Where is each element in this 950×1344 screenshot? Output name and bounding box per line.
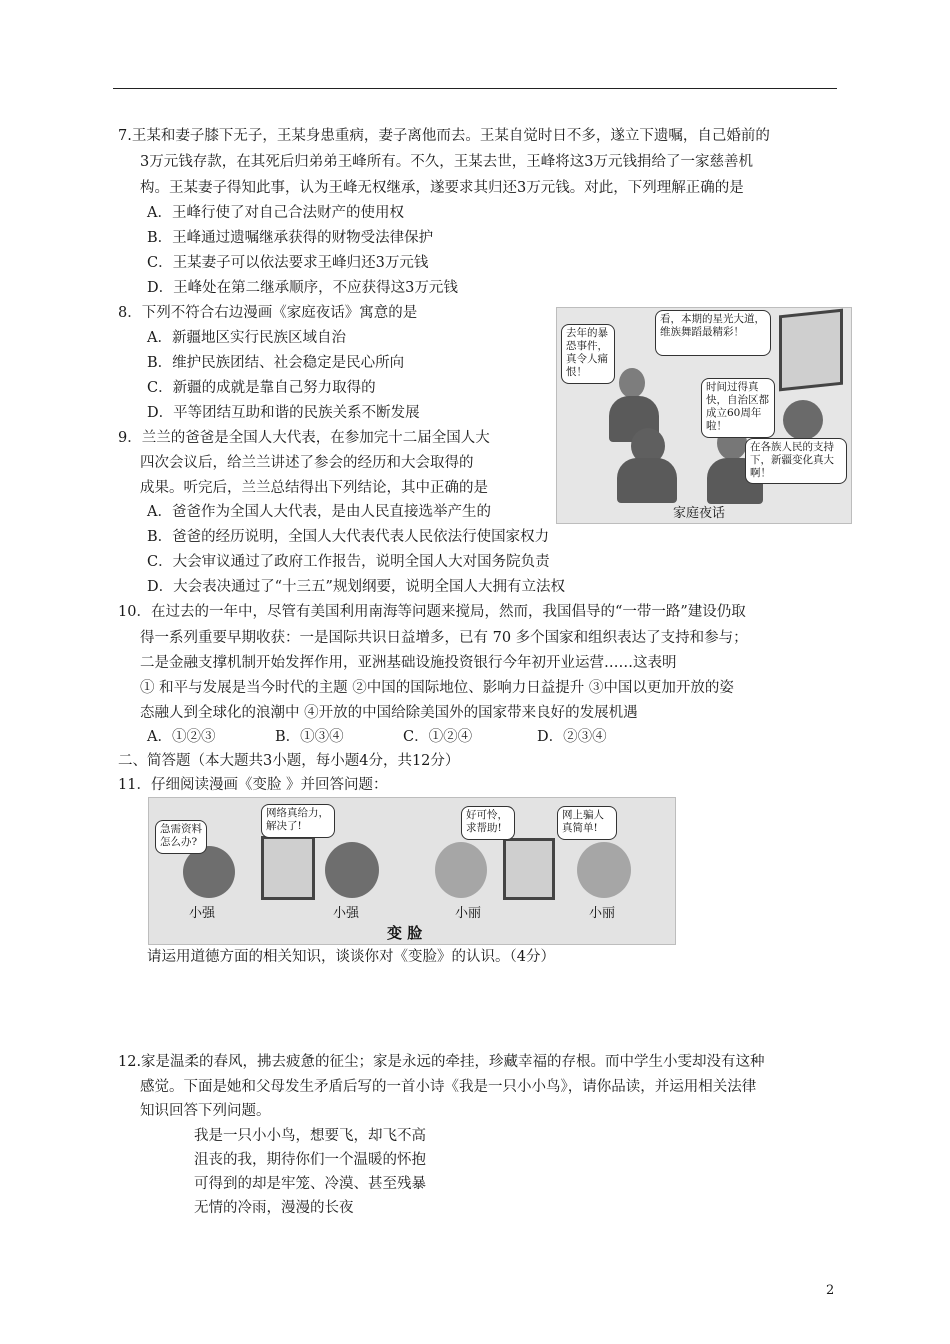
q8-option-d: D．平等团结互助和谐的民族关系不断发展 (147, 405, 420, 421)
q8-stem: 8．下列不符合右边漫画《家庭夜话》寓意的是 (118, 305, 418, 321)
speech-bubble-2: 看，本期的星光大道，维族舞蹈最精彩！ (655, 310, 771, 356)
page-number: 2 (826, 1283, 835, 1298)
cartoon-caption: 家庭夜话 (673, 506, 726, 521)
q9-line-1: 9．兰兰的爸爸是全国人大代表，在参加完十二届全国人大 (118, 430, 490, 446)
speech-bubble-3: 时间过得真快，自治区都成立60周年啦！ (701, 378, 775, 438)
q9-option-c: C．大会审议通过了政府工作报告，说明全国人大对国务院负责 (147, 554, 550, 570)
q8-option-c: C．新疆的成就是靠自己努力取得的 (147, 380, 376, 396)
q10-line-5: 态融人到全球化的浪潮中 ④开放的中国给除美国外的国家带来良好的发展机遇 (140, 705, 638, 721)
cartoon-2-caption: 变 脸 (387, 924, 423, 942)
xiaoli-pitiful-figure (435, 842, 487, 898)
q7-line-1: 7.王某和妻子膝下无子，王某身患重病，妻子离他而去。王某自觉时日不多，遂立下遗嘱，自己婚前的 (118, 128, 770, 144)
q8-option-b: B．维护民族团结、社会稳定是民心所向 (147, 355, 405, 371)
q10-line-1: 10．在过去的一年中，尽管有美国利用南海等问题来搅局，然而，我国倡导的“一带一路”建设仍取 (118, 604, 746, 620)
family-evening-cartoon (556, 307, 852, 524)
header-rule (113, 88, 837, 89)
bubble-urgent-info: 急需资料怎么办? (155, 820, 207, 854)
q11-stem: 11．仔细阅读漫画《变脸 》并回答问题： (118, 777, 388, 793)
q9-line-3: 成果。听完后，兰兰总结得出下列结论，其中正确的是 (140, 480, 488, 496)
grandma-head-figure (783, 400, 823, 440)
name-label-1: 小强 (189, 906, 216, 921)
computer-1 (261, 836, 315, 900)
poem-line-2: 沮丧的我，期待你们一个温暖的怀抱 (194, 1152, 426, 1168)
face-change-cartoon (148, 797, 676, 945)
xiaoli-laughing-figure (577, 842, 631, 898)
q12-line-1: 12.家是温柔的春风，拂去疲惫的征尘；家是永远的牵挂，珍藏幸福的存根。而中学生小雯却没有这种 (118, 1054, 765, 1070)
name-label-3: 小丽 (455, 906, 482, 921)
q9-option-a: A．爸爸作为全国人大代表，是由人民直接选举产生的 (147, 504, 491, 520)
tv-screen (779, 309, 843, 392)
q7-option-b: B．王峰通过遗嘱继承获得的财物受法律保护 (147, 230, 434, 246)
xiaoqiang-happy-figure (325, 842, 379, 898)
poem-line-4: 无情的冷雨，漫漫的长夜 (194, 1200, 354, 1216)
q10-option-d: D．②③④ (537, 729, 607, 745)
q9-option-b: B．爸爸的经历说明，全国人大代表代表人民依法行使国家权力 (147, 529, 550, 545)
section-2-heading: 二、简答题（本大题共3小题，每小题4分，共12分） (118, 753, 460, 769)
bubble-please-help: 好可怜，求帮助! (461, 806, 515, 840)
q10-option-b: B．①③④ (275, 729, 344, 745)
q10-line-3: 二是金融支撑机制开始发挥作用，亚洲基础设施投资银行今年初开业运营……这表明 (140, 655, 677, 671)
q12-line-2: 感觉。下面是她和父母发生矛盾后写的一首小诗《我是一只小小鸟》，请你品读，并运用相关法律 (140, 1079, 757, 1095)
bubble-network-solved: 网络真给力，解决了! (261, 804, 335, 838)
q10-line-4: ① 和平与发展是当今时代的主题 ②中国的国际地位、影响力日益提升 ③中国以更加开放的姿 (140, 680, 734, 696)
q7-option-d: D．王峰处在第二继承顺序，不应获得这3万元钱 (147, 280, 458, 296)
q11-task: 请运用道德方面的相关知识，谈谈你对《变脸》的认识。（4分） (147, 949, 555, 965)
q12-line-3: 知识回答下列问题。 (140, 1103, 271, 1119)
name-label-2: 小强 (333, 906, 360, 921)
q10-option-a: A．①②③ (147, 729, 216, 745)
q9-option-d: D．大会表决通过了“十三五”规划纲要，说明全国人大拥有立法权 (147, 579, 565, 595)
poem-line-3: 可得到的却是牢笼、冷漠、甚至残暴 (194, 1176, 426, 1192)
q8-option-a: A．新疆地区实行民族区域自治 (147, 330, 346, 346)
q10-line-2: 得一系列重要早期收获：一是国际共识日益增多，已有 70 多个国家和组织表达了支持和参与； (140, 630, 748, 646)
speech-bubble-4: 在各族人民的支持下，新疆变化真大啊！ (745, 438, 847, 484)
q10-option-c: C．①②④ (403, 729, 473, 745)
mother-body-figure (617, 458, 677, 503)
poem-line-1: 我是一只小小鸟，想要飞，却飞不高 (194, 1128, 426, 1144)
bubble-easy-to-cheat: 网上骗人真简单! (557, 806, 617, 840)
q7-option-a: A．王峰行使了对自己合法财产的使用权 (147, 205, 404, 221)
father-head-figure (619, 368, 645, 398)
q7-line-2: 3万元钱存款，在其死后归弟弟王峰所有。不久，王某去世，王峰将这3万元钱捐给了一家慈善机 (140, 154, 753, 170)
computer-2 (503, 838, 555, 900)
q7-line-3: 构。王某妻子得知此事，认为王峰无权继承，遂要求其归还3万元钱。对此，下列理解正确的是 (140, 180, 744, 196)
q9-line-2: 四次会议后，给兰兰讲述了参会的经历和大会取得的 (140, 455, 474, 471)
speech-bubble-1: 去年的暴恐事件，真令人痛恨！ (561, 324, 615, 384)
name-label-4: 小丽 (589, 906, 616, 921)
q7-option-c: C．王某妻子可以依法要求王峰归还3万元钱 (147, 255, 429, 271)
